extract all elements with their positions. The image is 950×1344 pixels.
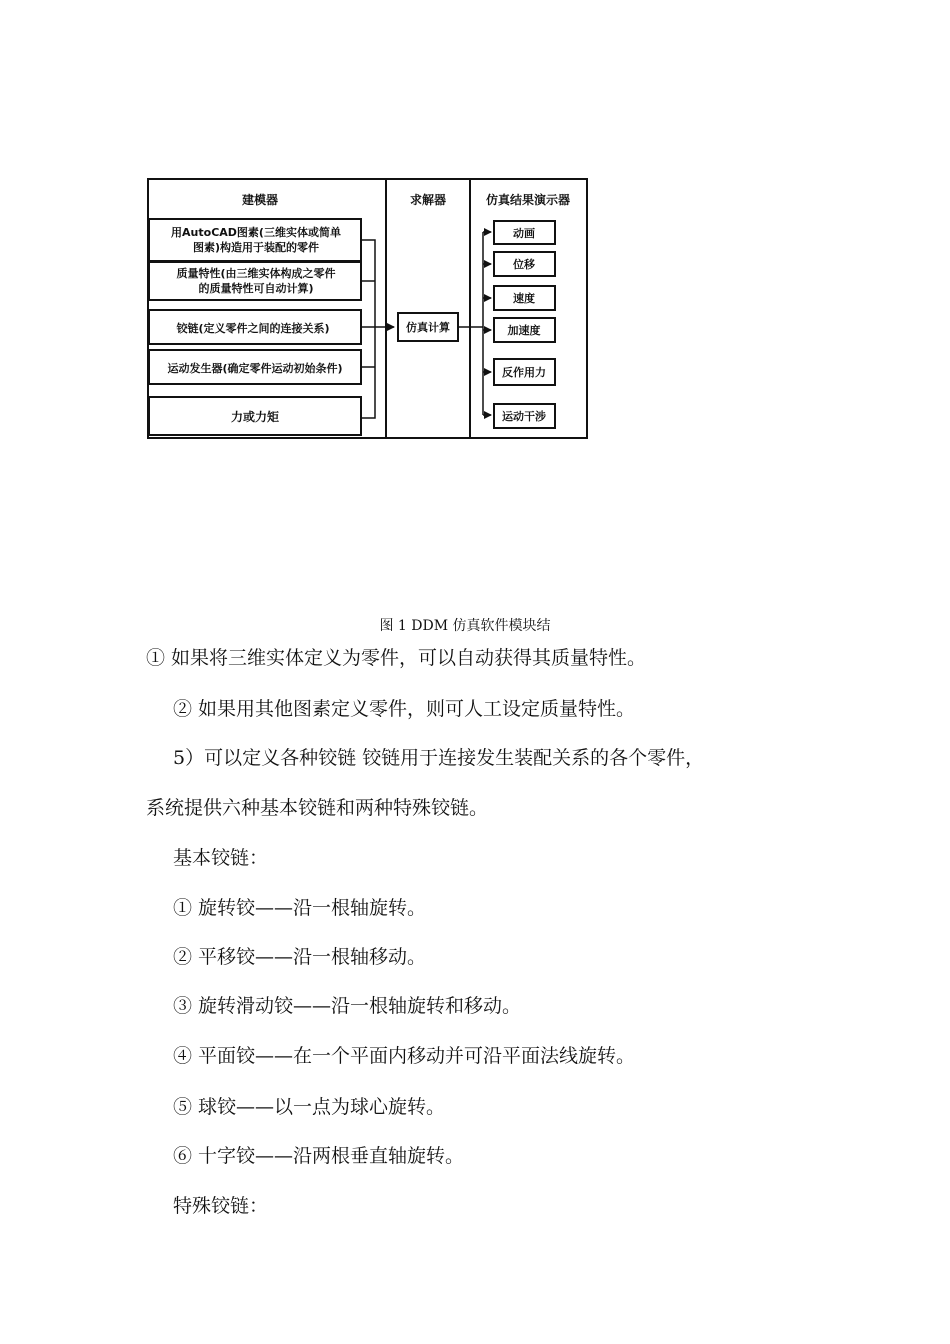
result-reaction: 反作用力 bbox=[502, 366, 546, 379]
modeler-item-joint: 铰链(定义零件之间的连接关系) bbox=[176, 322, 330, 335]
result-connectors bbox=[458, 232, 491, 415]
presenter-header: 仿真结果演示器 bbox=[485, 193, 571, 207]
paragraph-1: ① 如果将三维实体定义为零件，可以自动获得其质量特性。 bbox=[146, 647, 647, 669]
paragraph-3: 5）可以定义各种铰链 铰链用于连接发生装配关系的各个零件， bbox=[173, 747, 705, 769]
modeler-item-mass-line1: 质量特性(由三维实体构成之零件 bbox=[176, 267, 336, 280]
paragraph-4: 系统提供六种基本铰链和两种特殊铰链。 bbox=[146, 797, 489, 819]
paragraph-2: ② 如果用其他图素定义零件，则可人工设定质量特性。 bbox=[173, 698, 636, 720]
modeler-connectors bbox=[361, 240, 394, 418]
paragraph-6: ① 旋转铰——沿一根轴旋转。 bbox=[173, 897, 427, 919]
module-structure-diagram bbox=[0, 0, 950, 460]
figure-caption: 图 1 DDM 仿真软件模块结 bbox=[379, 618, 551, 634]
modeler-item-motion: 运动发生器(确定零件运动初始条件) bbox=[167, 362, 343, 375]
result-interference: 运动干涉 bbox=[502, 410, 546, 423]
modeler-item-force: 力或力矩 bbox=[230, 410, 280, 424]
result-animation: 动画 bbox=[513, 227, 535, 240]
paragraph-11: ⑥ 十字铰——沿两根垂直轴旋转。 bbox=[173, 1145, 465, 1167]
modeler-header: 建模器 bbox=[241, 193, 279, 207]
paragraph-10: ⑤ 球铰——以一点为球心旋转。 bbox=[173, 1096, 446, 1118]
paragraph-12: 特殊铰链： bbox=[173, 1195, 269, 1217]
paragraph-9: ④ 平面铰——在一个平面内移动并可沿平面法线旋转。 bbox=[173, 1045, 636, 1067]
result-velocity: 速度 bbox=[513, 292, 535, 305]
solver-item: 仿真计算 bbox=[406, 321, 450, 334]
paragraph-7: ② 平移铰——沿一根轴移动。 bbox=[173, 946, 427, 968]
modeler-item-part-line2: 图素)构造用于装配的零件 bbox=[192, 241, 320, 254]
paragraph-8: ③ 旋转滑动铰——沿一根轴旋转和移动。 bbox=[173, 995, 522, 1017]
modeler-item-part-line1: 用AutoCAD图素(三维实体或简单 bbox=[171, 226, 341, 239]
result-acceleration: 加速度 bbox=[507, 324, 541, 337]
result-displacement: 位移 bbox=[513, 258, 535, 271]
paragraph-5: 基本铰链： bbox=[173, 847, 269, 869]
solver-header: 求解器 bbox=[409, 193, 447, 207]
modeler-item-mass-line2: 的质量特性可自动计算) bbox=[198, 282, 314, 295]
